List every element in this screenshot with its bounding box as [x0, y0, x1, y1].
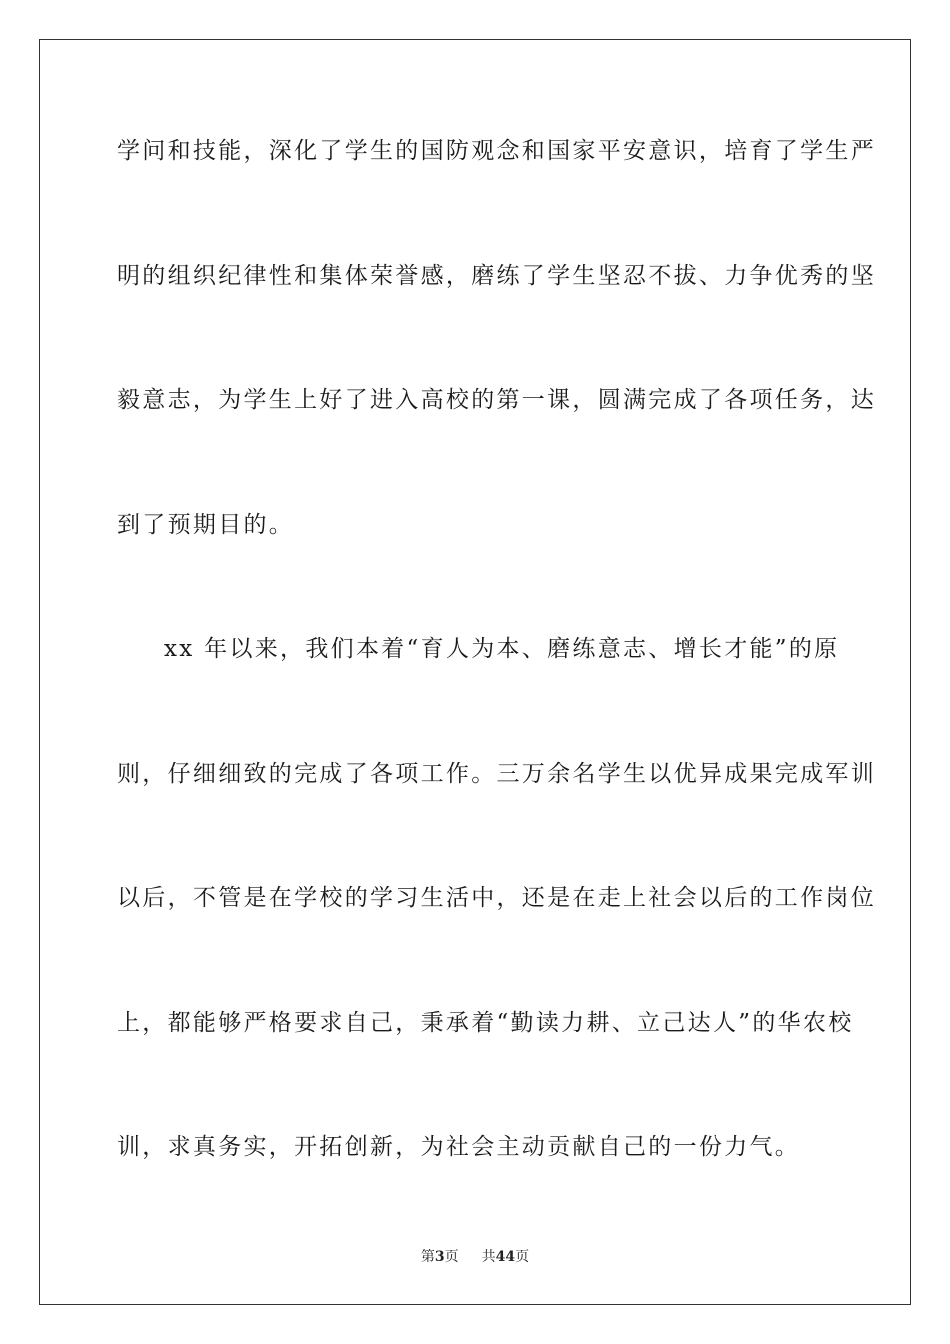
total-suffix: 页 [515, 1249, 530, 1265]
page-prefix: 第 [420, 1249, 435, 1265]
text-line: 到了预期目的。 [117, 512, 295, 538]
total-pages: 44 [495, 1249, 516, 1265]
text-line: 明的组织纪律性和集体荣誉感，磨练了学生坚忍不拔、力争优秀的坚 [117, 263, 876, 289]
page-footer [0, 1248, 950, 1266]
page-suffix: 页 [444, 1249, 459, 1265]
text-line: 上，都能够严格要求自己，秉承着“勤读力耕、立己达人”的华农校 [117, 1010, 854, 1036]
text-line: 训，求真务实，开拓创新，为社会主动贡献自己的一份力气。 [117, 1134, 801, 1160]
text-line: 学问和技能，深化了学生的国防观念和国家平安意识，培育了学生严 [117, 138, 876, 164]
page-border [39, 39, 911, 1305]
page-number: 3 [434, 1249, 445, 1265]
total-prefix: 共 [481, 1249, 496, 1265]
text-line: 毅意志，为学生上好了进入高校的第一课，圆满完成了各项任务，达 [117, 387, 876, 413]
text-line: xx 年以来，我们本着“育人为本、磨练意志、增长才能”的原 [164, 636, 840, 662]
text-line: 则，仔细细致的完成了各项工作。三万余名学生以优异成果完成军训 [117, 761, 876, 787]
text-line: 以后，不管是在学校的学习生活中，还是在走上社会以后的工作岗位 [117, 885, 876, 911]
